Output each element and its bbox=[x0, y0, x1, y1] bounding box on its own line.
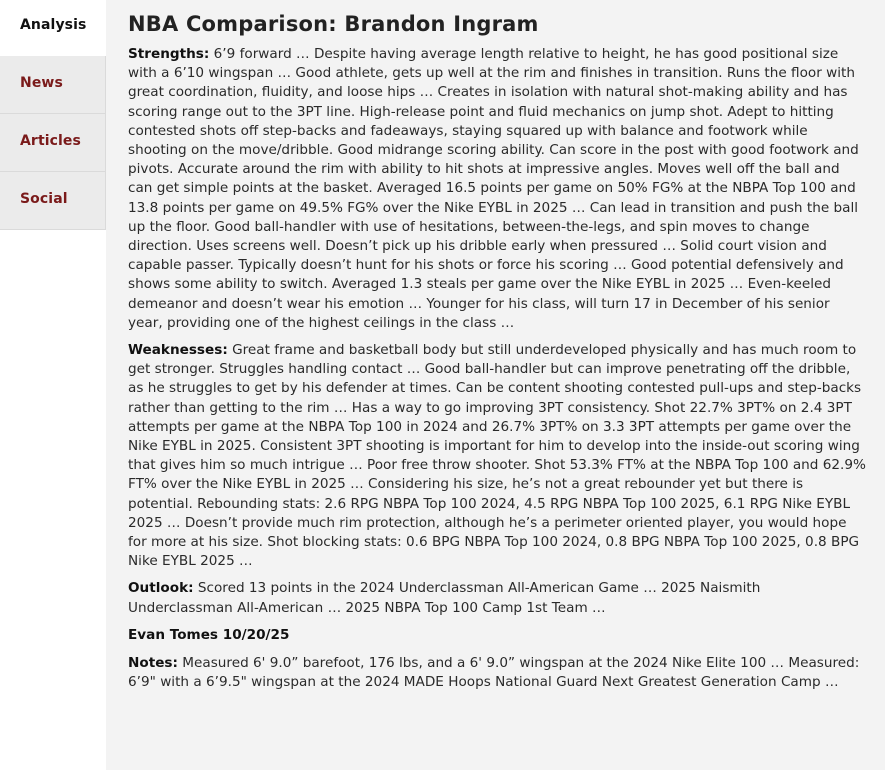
outlook-text: Scored 13 points in the 2024 Underclassman All-American Game … 2025 Naismith Underclassman All-American … 2025 NBPA Top 100 Camp 1st Team … bbox=[128, 580, 761, 616]
strengths-paragraph bbox=[128, 45, 868, 333]
analysis-panel bbox=[128, 12, 868, 701]
tab-bar bbox=[0, 0, 106, 770]
notes-paragraph bbox=[128, 654, 868, 692]
tab-analysis[interactable]: Analysis bbox=[0, 0, 106, 56]
notes-text: Measured 6' 9.0” barefoot, 176 lbs, and a 6' 9.0” wingspan at the 2024 Nike Elite 100 … Measured: 6’9" with a 6’9.5" wingspan at the 2024 MADE Hoops National Guard Next Greatest Generation Camp … bbox=[128, 655, 860, 691]
tab-articles[interactable]: Articles bbox=[0, 114, 106, 172]
strengths-text: 6’9 forward … Despite having average length relative to height, he has good positional size with a 6’10 wingspan … Good athlete, gets up well at the rim and finishes in transition. Runs the floor with great coordination, fluidity, and loose hips … Creates in isolation with natural shot-making ability and has scoring range out to the 3PT line. High-release point and fluid mechanics on jump shot. Adept to hitting contested shots off step-backs and fadeaways, staying squared up with balance and footwork while shooting on the move/dribble. Good midrange scoring ability. Can score in the post with good footwork and pivots. Accurate around the rim with ability to hit shots at impressive angles. Moves well off the ball and can get simple points at the basket. Averaged 16.5 points per game on 50% FG% at the NBPA Top 100 and 13.8 points per game on 49.5% FG% over the Nike EYBL in 2025 … Can lead in transition and push the ball up the floor. Good ball-handler with use of hesitations, between-the-legs, and spin moves to change direction. Uses screens well. Doesn’t pick up his dribble early when pressured … Solid court vision and capable passer. Typically doesn’t hunt for his shots or force his scoring … Good potential defensively and shows some ability to switch. Averaged 1.3 steals per game over the Nike EYBL in 2025 … Even-keeled demeanor and doesn’t wear his emotion … Younger for his class, will turn 17 in December of his senior year, providing one of the highest ceilings in the class … bbox=[128, 46, 859, 331]
outlook-label: Outlook: bbox=[128, 580, 194, 597]
weaknesses-label: Weaknesses: bbox=[128, 342, 228, 359]
author-byline: Evan Tomes 10/20/25 bbox=[128, 626, 290, 643]
page-title: NBA Comparison: Brandon Ingram bbox=[128, 12, 539, 36]
tab-social[interactable]: Social bbox=[0, 172, 106, 230]
tab-news[interactable]: News bbox=[0, 56, 106, 114]
notes-label: Notes: bbox=[128, 655, 178, 672]
weaknesses-text: Great frame and basketball body but still underdeveloped physically and has much room to get stronger. Struggles handling contact … Good ball-handler but can improve penetrating off the dribble, as he struggles to get by his defender at times. Can be content shooting contested pull-ups and step-backs rather than getting to the rim … Has a way to go improving 3PT consistency. Shot 22.7% 3PT% on 2.4 3PT attempts per game at the NBPA Top 100 in 2024 and 26.7% 3PT% on 3.3 3PT attempts per game over the Nike EYBL in 2025. Consistent 3PT shooting is important for him to develop into the inside-out scoring wing that gives him so much intrigue … Poor free throw shooter. Shot 53.3% FT% at the NBPA Top 100 and 62.9% FT% over the Nike EYBL in 2025 … Considering his size, he’s not a great rebounder yet but there is potential. Rebounding stats: 2.6 RPG NBPA Top 100 2024, 4.5 RPG NBPA Top 100 2025, 6.1 RPG Nike EYBL 2025 … Doesn’t provide much rim protection, although he’s a perimeter oriented player, you would hope for more at his size. Shot blocking stats: 0.6 BPG NBPA Top 100 2024, 0.8 BPG NBPA Top 100 2025, 0.8 BPG Nike EYBL 2025 … bbox=[128, 342, 866, 570]
outlook-paragraph bbox=[128, 579, 868, 617]
weaknesses-paragraph bbox=[128, 341, 868, 571]
strengths-label: Strengths: bbox=[128, 46, 210, 62]
